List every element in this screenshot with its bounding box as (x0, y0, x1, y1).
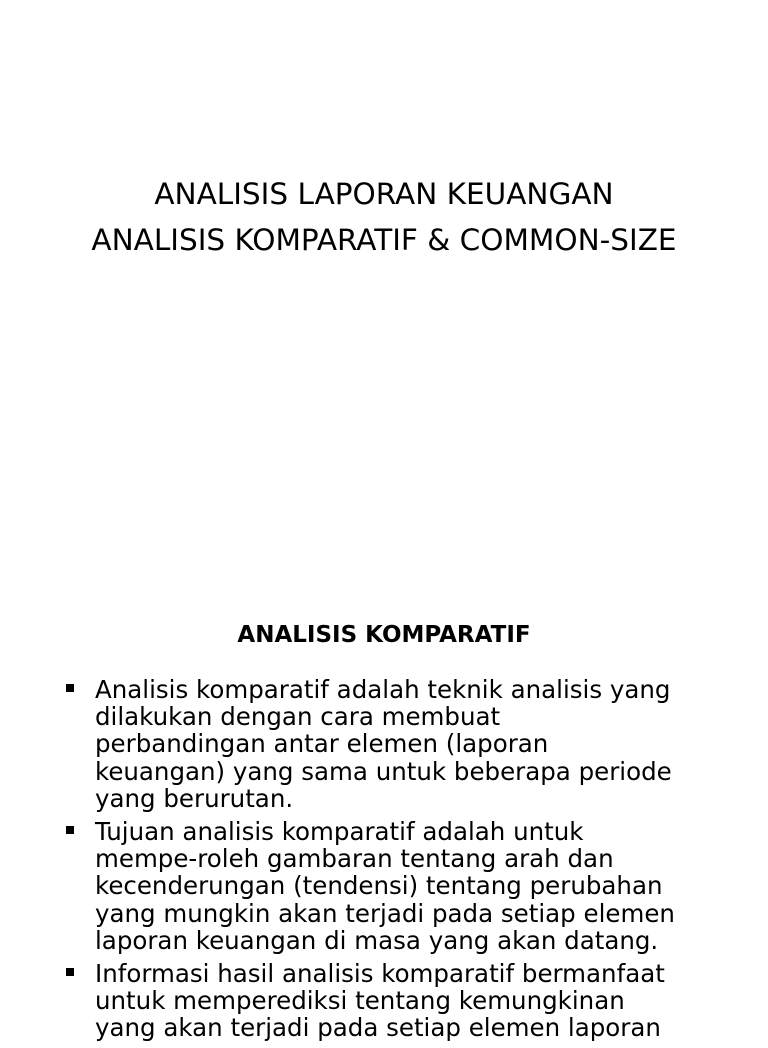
content-slide (0, 576, 768, 1043)
section-heading: ANALISIS KOMPARATIF (237, 622, 531, 648)
slide-title (0, 171, 768, 263)
square-bullet-icon (66, 684, 74, 692)
slide-title-line-2: ANALISIS KOMPARATIF & COMMON-SIZE (91, 223, 677, 257)
bullet-item (63, 960, 723, 1042)
bullet-text: Analisis komparatif adalah teknik analisis yang dilakukan dengan cara membuat perbandingan antar elemen (laporan keuangan) yang sama untuk beberapa periode yang berurutan. (95, 675, 672, 813)
slide-title-line-1: ANALISIS LAPORAN KEUANGAN (154, 177, 614, 211)
bullet-item (63, 818, 723, 954)
square-bullet-icon (66, 968, 74, 976)
bullet-list (63, 676, 723, 1048)
bullet-text: Tujuan analisis komparatif adalah untuk mempe-roleh gambaran tentang arah dan kecenderungan (tendensi) tentang perubahan yang mungkin akan terjadi pada setiap elemen laporan keuangan di masa yang akan datang. (95, 817, 675, 955)
square-bullet-icon (66, 826, 74, 834)
bullet-text: Informasi hasil analisis komparatif bermanfaat untuk memperediksi tentang kemungkinan yang akan terjadi pada setiap elemen laporan (95, 959, 665, 1043)
bullet-item (63, 676, 723, 812)
